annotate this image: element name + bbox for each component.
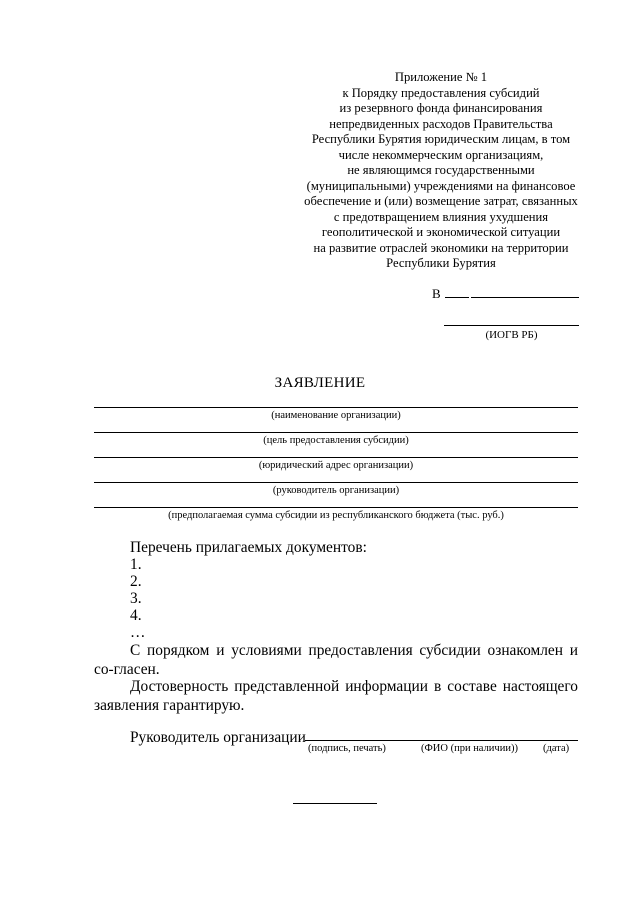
footer-line [293,803,377,804]
appendix-line: из резервного фонда финансирования [339,101,543,115]
document-title: ЗАЯВЛЕНИЕ [274,375,366,391]
fio-caption: (ФИО (при наличии)) [421,743,518,754]
field-caption: (наименование организации) [271,410,401,421]
field-caption: (предполагаемая сумма субсидии из республиканского бюджета (тыс. руб.) [168,510,504,521]
appendix-line: не являющимся государственными [347,163,535,177]
appendix-line: обеспечение и (или) возмещение затрат, связанных [304,194,578,208]
guarantee-text: Достоверность представленной информации в составе настоящего заявления гарантирую. [94,678,578,714]
appendix-line: на развитие отраслей экономики на территории [313,240,569,255]
field-caption: (руководитель организации) [272,485,400,496]
appendix-line: числе некоммерческим организациям, [338,147,544,162]
appendix-line: к Порядку предоставления субсидий [342,85,540,100]
field-line [94,407,578,408]
documents-item: 3. [130,590,142,607]
signature-label: Руководитель организации [130,729,306,746]
appendix-line: (муниципальными) учреждениями на финансовое [306,178,576,193]
recipient-blank-long [471,287,579,298]
field-line [94,482,578,483]
appendix-line: геополитической и экономической ситуации [321,225,561,239]
appendix-line: Республики Бурятия [386,256,496,270]
appendix-line: непредвиденных расходов Правительства [329,116,553,131]
agreement-text: С порядком и условиями предоставления субсидии ознакомлен и со-гласен. [94,642,578,678]
agreement-paragraph [94,641,578,679]
recipient-blank-short [445,287,469,298]
documents-item: 2. [130,573,142,590]
documents-item: 4. [130,607,142,624]
recipient-line [432,286,579,302]
documents-item: 1. [130,556,142,573]
appendix-line: Приложение № 1 [394,70,488,84]
field-line [94,432,578,433]
documents-item: … [130,624,146,641]
appendix-header [296,70,586,272]
recipient-prefix: В [432,286,441,301]
field-line [94,457,578,458]
field-line [94,507,578,508]
recipient-caption: (ИОГВ РБ) [485,329,538,341]
signature-caption: (подпись, печать) [308,743,386,754]
recipient-ogv-line [444,325,579,326]
appendix-line: с предотвращением влияния ухудшения [333,209,549,224]
appendix-line: Республики Бурятия юридическим лицам, в том [311,132,571,146]
field-caption: (цель предоставления субсидии) [263,435,409,446]
documents-heading: Перечень прилагаемых документов: [130,539,367,556]
signature-line [305,740,578,741]
guarantee-paragraph [94,677,578,715]
field-caption: (юридический адрес организации) [258,460,414,471]
date-caption: (дата) [543,743,570,754]
